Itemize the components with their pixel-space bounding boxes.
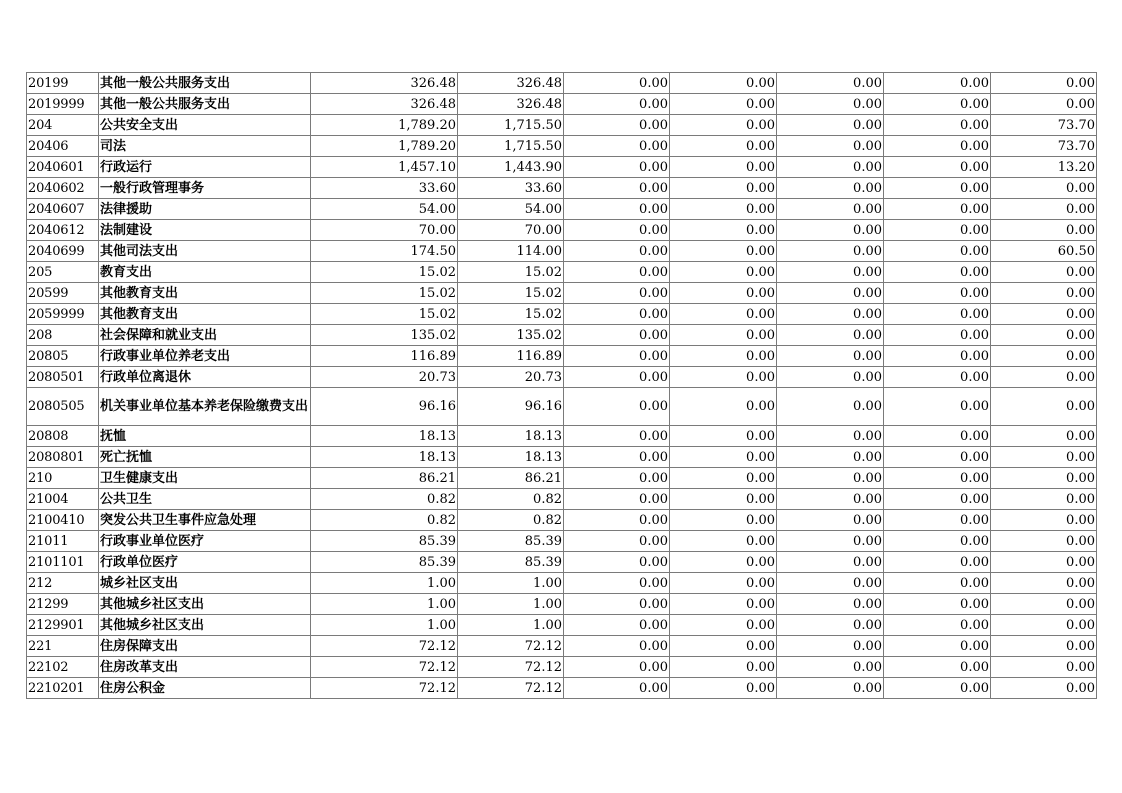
amount-cell: 1,457.10	[311, 157, 458, 178]
table-row	[27, 531, 1097, 552]
amount-cell: 0.00	[777, 636, 884, 657]
amount-cell: 0.00	[991, 594, 1097, 615]
amount-cell: 116.89	[311, 346, 458, 367]
amount-cell: 0.00	[991, 346, 1097, 367]
subject-code-cell: 2040602	[27, 178, 99, 199]
amount-cell: 0.00	[777, 304, 884, 325]
amount-cell: 20.73	[458, 367, 564, 388]
amount-cell: 70.00	[458, 220, 564, 241]
table-body	[27, 73, 1097, 699]
amount-cell: 0.00	[670, 304, 777, 325]
amount-cell: 0.00	[991, 73, 1097, 94]
amount-cell: 72.12	[458, 657, 564, 678]
amount-cell: 1.00	[311, 615, 458, 636]
amount-cell: 0.00	[564, 157, 670, 178]
amount-cell: 0.00	[777, 367, 884, 388]
amount-cell: 1.00	[311, 594, 458, 615]
table-row	[27, 346, 1097, 367]
table-row	[27, 325, 1097, 346]
amount-cell: 85.39	[311, 552, 458, 573]
amount-cell: 0.00	[777, 510, 884, 531]
amount-cell: 0.00	[564, 94, 670, 115]
amount-cell: 0.00	[670, 178, 777, 199]
amount-cell: 0.82	[311, 489, 458, 510]
amount-cell: 0.00	[884, 94, 991, 115]
amount-cell: 0.00	[670, 262, 777, 283]
amount-cell: 0.00	[564, 388, 670, 426]
subject-name-cell: 行政单位医疗	[99, 552, 311, 573]
amount-cell: 0.00	[564, 531, 670, 552]
amount-cell: 0.00	[777, 426, 884, 447]
amount-cell: 0.00	[991, 531, 1097, 552]
amount-cell: 326.48	[458, 94, 564, 115]
subject-name-cell: 其他教育支出	[99, 283, 311, 304]
table-row	[27, 241, 1097, 262]
amount-cell: 0.00	[884, 220, 991, 241]
amount-cell: 0.00	[991, 468, 1097, 489]
amount-cell: 0.00	[670, 241, 777, 262]
amount-cell: 0.00	[564, 115, 670, 136]
subject-name-cell: 其他城乡社区支出	[99, 594, 311, 615]
amount-cell: 0.00	[991, 283, 1097, 304]
amount-cell: 0.00	[884, 510, 991, 531]
amount-cell: 0.00	[777, 447, 884, 468]
subject-name-cell: 其他一般公共服务支出	[99, 94, 311, 115]
amount-cell: 86.21	[458, 468, 564, 489]
amount-cell: 0.00	[777, 262, 884, 283]
amount-cell: 0.00	[670, 636, 777, 657]
subject-code-cell: 2059999	[27, 304, 99, 325]
subject-code-cell: 2101101	[27, 552, 99, 573]
amount-cell: 20.73	[311, 367, 458, 388]
amount-cell: 0.00	[884, 426, 991, 447]
amount-cell: 0.00	[884, 468, 991, 489]
amount-cell: 0.00	[884, 73, 991, 94]
amount-cell: 0.00	[777, 388, 884, 426]
amount-cell: 72.12	[311, 636, 458, 657]
amount-cell: 0.00	[670, 594, 777, 615]
amount-cell: 1,789.20	[311, 115, 458, 136]
amount-cell: 0.00	[670, 346, 777, 367]
amount-cell: 72.12	[311, 657, 458, 678]
subject-code-cell: 20199	[27, 73, 99, 94]
amount-cell: 0.00	[564, 510, 670, 531]
amount-cell: 0.00	[884, 615, 991, 636]
amount-cell: 0.00	[884, 115, 991, 136]
subject-code-cell: 20805	[27, 346, 99, 367]
amount-cell: 0.00	[991, 489, 1097, 510]
amount-cell: 0.00	[670, 115, 777, 136]
table-row	[27, 115, 1097, 136]
table-row	[27, 94, 1097, 115]
amount-cell: 326.48	[458, 73, 564, 94]
subject-name-cell: 行政事业单位养老支出	[99, 346, 311, 367]
subject-name-cell: 住房改革支出	[99, 657, 311, 678]
amount-cell: 0.00	[564, 615, 670, 636]
amount-cell: 0.00	[777, 199, 884, 220]
amount-cell: 0.00	[564, 367, 670, 388]
subject-name-cell: 法制建设	[99, 220, 311, 241]
amount-cell: 0.00	[991, 426, 1097, 447]
subject-name-cell: 行政事业单位医疗	[99, 531, 311, 552]
subject-code-cell: 210	[27, 468, 99, 489]
amount-cell: 15.02	[311, 262, 458, 283]
amount-cell: 1,715.50	[458, 136, 564, 157]
amount-cell: 0.00	[564, 426, 670, 447]
table-row	[27, 157, 1097, 178]
amount-cell: 0.00	[884, 283, 991, 304]
subject-code-cell: 2040601	[27, 157, 99, 178]
subject-code-cell: 2040607	[27, 199, 99, 220]
amount-cell: 0.00	[670, 552, 777, 573]
amount-cell: 18.13	[311, 447, 458, 468]
amount-cell: 0.00	[777, 468, 884, 489]
amount-cell: 0.00	[564, 220, 670, 241]
amount-cell: 0.00	[777, 552, 884, 573]
amount-cell: 0.00	[991, 573, 1097, 594]
amount-cell: 116.89	[458, 346, 564, 367]
amount-cell: 326.48	[311, 73, 458, 94]
subject-code-cell: 21299	[27, 594, 99, 615]
amount-cell: 135.02	[311, 325, 458, 346]
amount-cell: 0.00	[670, 136, 777, 157]
subject-name-cell: 法律援助	[99, 199, 311, 220]
amount-cell: 0.00	[670, 678, 777, 699]
subject-code-cell: 204	[27, 115, 99, 136]
amount-cell: 0.00	[777, 220, 884, 241]
table-row	[27, 136, 1097, 157]
amount-cell: 85.39	[458, 552, 564, 573]
amount-cell: 73.70	[991, 136, 1097, 157]
amount-cell: 0.00	[884, 346, 991, 367]
amount-cell: 0.00	[670, 388, 777, 426]
subject-name-cell: 一般行政管理事务	[99, 178, 311, 199]
amount-cell: 0.00	[670, 157, 777, 178]
amount-cell: 1,443.90	[458, 157, 564, 178]
amount-cell: 0.00	[777, 657, 884, 678]
subject-code-cell: 20599	[27, 283, 99, 304]
amount-cell: 1.00	[311, 573, 458, 594]
subject-name-cell: 公共卫生	[99, 489, 311, 510]
subject-name-cell: 公共安全支出	[99, 115, 311, 136]
subject-name-cell: 行政单位离退休	[99, 367, 311, 388]
amount-cell: 326.48	[311, 94, 458, 115]
subject-code-cell: 2040699	[27, 241, 99, 262]
subject-code-cell: 22102	[27, 657, 99, 678]
amount-cell: 0.00	[670, 73, 777, 94]
amount-cell: 0.00	[777, 73, 884, 94]
amount-cell: 0.00	[564, 73, 670, 94]
amount-cell: 0.00	[991, 325, 1097, 346]
amount-cell: 0.00	[777, 489, 884, 510]
subject-name-cell: 司法	[99, 136, 311, 157]
amount-cell: 0.00	[670, 199, 777, 220]
amount-cell: 0.00	[564, 241, 670, 262]
subject-code-cell: 2080505	[27, 388, 99, 426]
subject-name-cell: 突发公共卫生事件应急处理	[99, 510, 311, 531]
amount-cell: 13.20	[991, 157, 1097, 178]
amount-cell: 0.00	[564, 468, 670, 489]
amount-cell: 0.00	[884, 304, 991, 325]
amount-cell: 0.00	[991, 199, 1097, 220]
amount-cell: 0.00	[564, 136, 670, 157]
amount-cell: 0.00	[991, 388, 1097, 426]
amount-cell: 0.00	[884, 157, 991, 178]
amount-cell: 0.00	[884, 594, 991, 615]
subject-code-cell: 212	[27, 573, 99, 594]
amount-cell: 0.00	[884, 262, 991, 283]
amount-cell: 0.00	[670, 573, 777, 594]
subject-code-cell: 20808	[27, 426, 99, 447]
amount-cell: 33.60	[311, 178, 458, 199]
amount-cell: 0.00	[670, 531, 777, 552]
amount-cell: 0.00	[564, 678, 670, 699]
table-row	[27, 657, 1097, 678]
subject-code-cell: 2040612	[27, 220, 99, 241]
amount-cell: 0.00	[991, 220, 1097, 241]
amount-cell: 1,789.20	[311, 136, 458, 157]
table-row	[27, 262, 1097, 283]
amount-cell: 0.00	[991, 178, 1097, 199]
amount-cell: 0.00	[991, 367, 1097, 388]
amount-cell: 0.00	[670, 325, 777, 346]
amount-cell: 0.00	[564, 262, 670, 283]
amount-cell: 0.00	[670, 220, 777, 241]
amount-cell: 0.00	[777, 615, 884, 636]
subject-code-cell: 20406	[27, 136, 99, 157]
table-row	[27, 73, 1097, 94]
amount-cell: 54.00	[311, 199, 458, 220]
amount-cell: 0.00	[777, 157, 884, 178]
table-row	[27, 304, 1097, 325]
amount-cell: 1.00	[458, 615, 564, 636]
amount-cell: 0.00	[884, 447, 991, 468]
subject-code-cell: 21004	[27, 489, 99, 510]
table-row	[27, 178, 1097, 199]
subject-name-cell: 卫生健康支出	[99, 468, 311, 489]
amount-cell: 0.00	[564, 178, 670, 199]
subject-name-cell: 住房保障支出	[99, 636, 311, 657]
amount-cell: 0.00	[777, 178, 884, 199]
amount-cell: 0.00	[564, 325, 670, 346]
subject-name-cell: 社会保障和就业支出	[99, 325, 311, 346]
amount-cell: 72.12	[458, 636, 564, 657]
amount-cell: 0.00	[777, 241, 884, 262]
table-row	[27, 283, 1097, 304]
amount-cell: 18.13	[458, 426, 564, 447]
amount-cell: 0.00	[884, 325, 991, 346]
table-row	[27, 636, 1097, 657]
amount-cell: 0.00	[670, 615, 777, 636]
amount-cell: 0.00	[564, 636, 670, 657]
amount-cell: 0.00	[991, 262, 1097, 283]
amount-cell: 0.00	[777, 325, 884, 346]
amount-cell: 0.00	[670, 510, 777, 531]
amount-cell: 0.00	[884, 657, 991, 678]
amount-cell: 0.00	[670, 426, 777, 447]
amount-cell: 0.00	[991, 678, 1097, 699]
amount-cell: 0.00	[564, 594, 670, 615]
amount-cell: 0.00	[884, 388, 991, 426]
amount-cell: 0.00	[991, 657, 1097, 678]
table-row	[27, 388, 1097, 426]
table-row	[27, 678, 1097, 699]
subject-code-cell: 2210201	[27, 678, 99, 699]
amount-cell: 0.00	[777, 594, 884, 615]
amount-cell: 135.02	[458, 325, 564, 346]
amount-cell: 0.00	[777, 573, 884, 594]
amount-cell: 114.00	[458, 241, 564, 262]
amount-cell: 0.00	[564, 657, 670, 678]
subject-name-cell: 行政运行	[99, 157, 311, 178]
amount-cell: 0.00	[670, 447, 777, 468]
amount-cell: 72.12	[311, 678, 458, 699]
table-row	[27, 615, 1097, 636]
amount-cell: 96.16	[311, 388, 458, 426]
table-row	[27, 468, 1097, 489]
amount-cell: 15.02	[311, 304, 458, 325]
amount-cell: 1.00	[458, 594, 564, 615]
amount-cell: 0.00	[777, 531, 884, 552]
subject-code-cell: 221	[27, 636, 99, 657]
subject-code-cell: 2080801	[27, 447, 99, 468]
subject-code-cell: 205	[27, 262, 99, 283]
amount-cell: 0.00	[564, 573, 670, 594]
amount-cell: 70.00	[311, 220, 458, 241]
table-row	[27, 447, 1097, 468]
table-row	[27, 552, 1097, 573]
table-row	[27, 510, 1097, 531]
subject-name-cell: 抚恤	[99, 426, 311, 447]
subject-name-cell: 死亡抚恤	[99, 447, 311, 468]
amount-cell: 0.00	[777, 346, 884, 367]
amount-cell: 0.00	[564, 447, 670, 468]
table-row	[27, 489, 1097, 510]
amount-cell: 0.00	[884, 678, 991, 699]
amount-cell: 0.82	[311, 510, 458, 531]
amount-cell: 54.00	[458, 199, 564, 220]
amount-cell: 0.00	[884, 178, 991, 199]
amount-cell: 0.82	[458, 510, 564, 531]
amount-cell: 0.00	[564, 199, 670, 220]
table-row	[27, 594, 1097, 615]
amount-cell: 0.00	[670, 657, 777, 678]
subject-code-cell: 2129901	[27, 615, 99, 636]
subject-name-cell: 机关事业单位基本养老保险缴费支出	[99, 388, 311, 426]
amount-cell: 0.00	[991, 510, 1097, 531]
subject-name-cell: 教育支出	[99, 262, 311, 283]
subject-code-cell: 208	[27, 325, 99, 346]
amount-cell: 0.00	[991, 304, 1097, 325]
amount-cell: 0.00	[777, 678, 884, 699]
amount-cell: 0.00	[777, 94, 884, 115]
amount-cell: 0.00	[991, 94, 1097, 115]
amount-cell: 0.00	[884, 241, 991, 262]
amount-cell: 85.39	[458, 531, 564, 552]
amount-cell: 72.12	[458, 678, 564, 699]
amount-cell: 85.39	[311, 531, 458, 552]
amount-cell: 0.00	[991, 615, 1097, 636]
amount-cell: 0.00	[884, 199, 991, 220]
amount-cell: 0.00	[670, 468, 777, 489]
subject-name-cell: 住房公积金	[99, 678, 311, 699]
amount-cell: 0.00	[564, 489, 670, 510]
amount-cell: 86.21	[311, 468, 458, 489]
table-row	[27, 573, 1097, 594]
table-row	[27, 367, 1097, 388]
subject-name-cell: 其他司法支出	[99, 241, 311, 262]
amount-cell: 0.00	[777, 136, 884, 157]
amount-cell: 0.00	[884, 367, 991, 388]
subject-code-cell: 21011	[27, 531, 99, 552]
amount-cell: 15.02	[458, 283, 564, 304]
amount-cell: 0.00	[777, 283, 884, 304]
amount-cell: 15.02	[458, 304, 564, 325]
expenditure-table	[26, 72, 1097, 699]
amount-cell: 0.00	[564, 304, 670, 325]
subject-name-cell: 其他教育支出	[99, 304, 311, 325]
amount-cell: 15.02	[311, 283, 458, 304]
amount-cell: 15.02	[458, 262, 564, 283]
amount-cell: 0.00	[777, 115, 884, 136]
subject-code-cell: 2100410	[27, 510, 99, 531]
amount-cell: 0.00	[991, 552, 1097, 573]
amount-cell: 0.82	[458, 489, 564, 510]
amount-cell: 0.00	[670, 283, 777, 304]
amount-cell: 0.00	[884, 573, 991, 594]
amount-cell: 0.00	[564, 346, 670, 367]
amount-cell: 174.50	[311, 241, 458, 262]
amount-cell: 0.00	[991, 447, 1097, 468]
amount-cell: 0.00	[670, 94, 777, 115]
amount-cell: 18.13	[311, 426, 458, 447]
amount-cell: 0.00	[884, 489, 991, 510]
amount-cell: 60.50	[991, 241, 1097, 262]
amount-cell: 96.16	[458, 388, 564, 426]
subject-name-cell: 其他城乡社区支出	[99, 615, 311, 636]
subject-name-cell: 其他一般公共服务支出	[99, 73, 311, 94]
subject-code-cell: 2080501	[27, 367, 99, 388]
amount-cell: 18.13	[458, 447, 564, 468]
table-row	[27, 220, 1097, 241]
amount-cell: 33.60	[458, 178, 564, 199]
amount-cell: 1,715.50	[458, 115, 564, 136]
amount-cell: 0.00	[670, 489, 777, 510]
amount-cell: 0.00	[670, 367, 777, 388]
table-row	[27, 199, 1097, 220]
subject-name-cell: 城乡社区支出	[99, 573, 311, 594]
amount-cell: 1.00	[458, 573, 564, 594]
amount-cell: 73.70	[991, 115, 1097, 136]
table-row	[27, 426, 1097, 447]
amount-cell: 0.00	[884, 552, 991, 573]
amount-cell: 0.00	[564, 552, 670, 573]
amount-cell: 0.00	[884, 136, 991, 157]
amount-cell: 0.00	[991, 636, 1097, 657]
amount-cell: 0.00	[884, 636, 991, 657]
amount-cell: 0.00	[884, 531, 991, 552]
subject-code-cell: 2019999	[27, 94, 99, 115]
amount-cell: 0.00	[564, 283, 670, 304]
